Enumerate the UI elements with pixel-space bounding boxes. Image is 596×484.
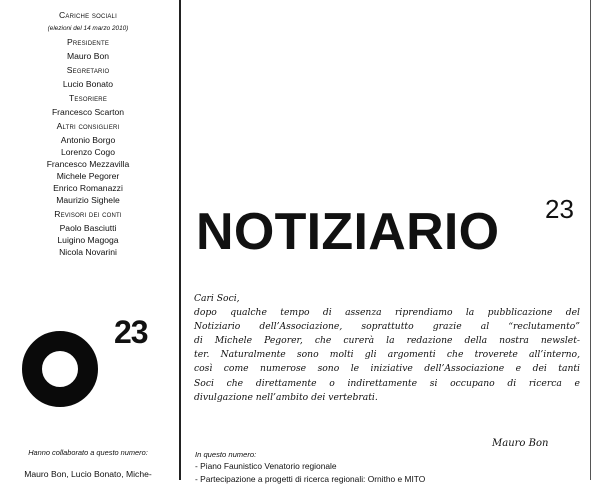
toc-heading: In questo numero: xyxy=(195,450,257,459)
issue-number: 23 xyxy=(545,194,574,224)
member-name: Antonio Borgo xyxy=(60,135,116,145)
election-date: (elezioni del 14 marzo 2010) xyxy=(47,25,129,32)
column-divider xyxy=(179,0,181,480)
member-name: Maurizio Sighele xyxy=(56,195,120,205)
letter-line: Notiziario dell’Associazione, soprattutto grazie al “reclutamento” xyxy=(194,321,580,333)
sidebar-heading: Cariche sociali xyxy=(59,10,117,20)
editorial-letter xyxy=(194,292,580,405)
newsletter-title: NOTIZIARIO xyxy=(196,203,500,261)
member-name: Mauro Bon xyxy=(66,51,110,61)
letter-line: di Michele Pegorer, che curerà la redazione della nostra newslet- xyxy=(194,335,580,347)
letter-signature: Mauro Bon xyxy=(492,438,549,449)
letter-line: ter. Naturalmente sono molti gli argomenti che troverete all’interno, xyxy=(194,349,580,361)
letter-line: così come numerose sono le iniziative dell’Associazione e dei tanti xyxy=(194,363,580,375)
member-name: Enrico Romanazzi xyxy=(53,183,123,193)
letter-line: divulgazione nell’ambito dei vertebrati. xyxy=(194,391,378,403)
big-o-logo xyxy=(22,331,98,407)
letter-line: dopo qualche tempo di assenza riprendiamo la pubblicazione del xyxy=(194,307,580,319)
member-name: Luigino Magoga xyxy=(57,235,119,245)
member-name: Lorenzo Cogo xyxy=(61,147,115,157)
member-name: Francesco Scarton xyxy=(51,107,125,117)
page-edge xyxy=(590,0,591,480)
member-name: Paolo Basciutti xyxy=(59,223,117,233)
contributors-heading: Hanno collaborato a questo numero: xyxy=(28,448,148,457)
member-name: Nicola Novarini xyxy=(59,247,117,257)
sidebar-issue-number: 23 xyxy=(114,314,148,350)
member-name: Michele Pegorer xyxy=(56,171,120,181)
member-name: Lucio Bonato xyxy=(62,79,114,89)
toc-item: - Partecipazione a progetti di ricerca regionali: Ornitho e MITO xyxy=(195,474,426,484)
role-title-auditors: Revisori dei conti xyxy=(54,209,122,219)
letter-line: Soci che direttamente o indirettamente si occupano di ricerca e xyxy=(194,377,580,389)
member-name: Francesco Mezzavilla xyxy=(46,159,130,169)
role-title-secretary: Segretario xyxy=(66,65,110,75)
role-title-treasurer: Tesoriere xyxy=(68,93,108,103)
contributors-names: Mauro Bon, Lucio Bonato, Miche- xyxy=(24,469,152,479)
role-title-president: Presidente xyxy=(66,37,110,47)
letter-greeting: Cari Soci, xyxy=(194,293,240,304)
sidebar xyxy=(0,0,176,480)
toc-item: - Piano Faunistico Venatorio regionale xyxy=(195,461,337,471)
role-title-councillors: Altri consiglieri xyxy=(56,121,120,131)
